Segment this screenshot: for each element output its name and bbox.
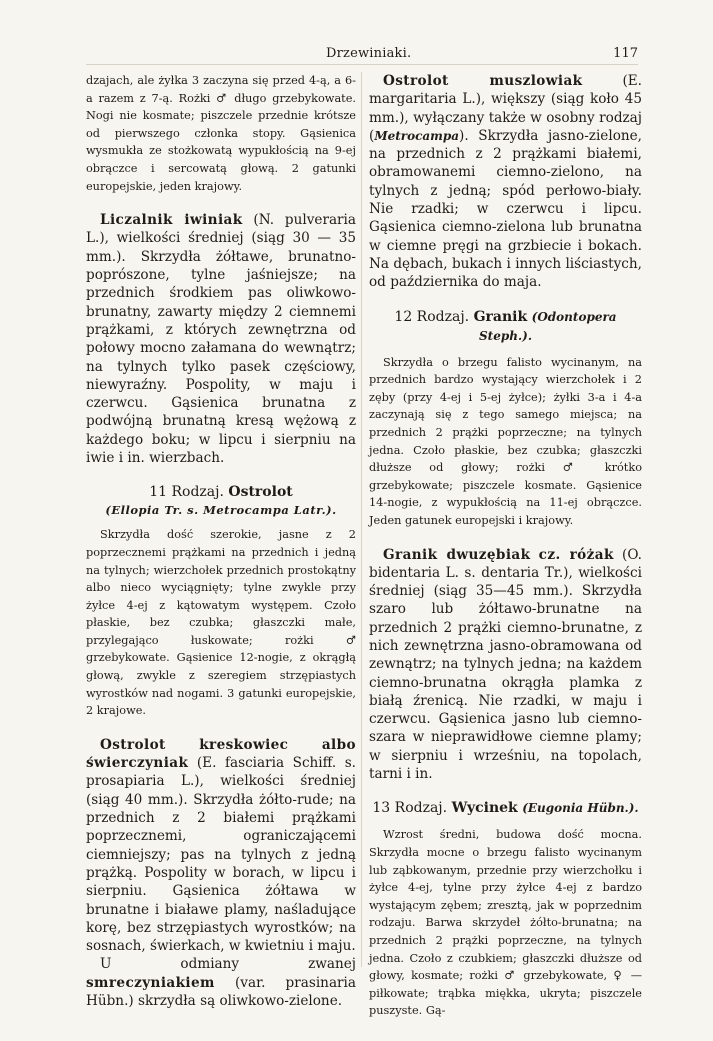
genus-synonyms: (Odontopera Steph.). [479, 309, 617, 343]
genus-heading-12 [369, 308, 642, 346]
variety-note [86, 955, 356, 1010]
page-header [86, 46, 638, 66]
variety-text-end: (var. prasinaria Hübn.) skrzydła są oliwkowo-zielone. [86, 974, 356, 1009]
column-divider [361, 72, 362, 967]
genus-description-13: Wzrost średni, budowa dość mocna. Skrzydła mocne o brzegu falisto wycinanym lub ząbkowanym, przednie przy wierzchołku i żyłce 4-ej, tylne przy żyłce 4-ej z bardzo wystającym zębem; zresztą, jak w poprzednim rodzaju. Barwa skrzydeł żółto-brunatna; na przednich 2 prążki poprzeczne, na tylnych jedna. Czoło z czubkiem; głaszczki dłuższe od głowy, kosmate; rożki ♂ grzebykowate, ♀ — piłkowate; trąbka miękka, ukryta; piszczele puszyste. Gą- [369, 828, 642, 1018]
genus-label: 11 Rodzaj. [149, 484, 224, 501]
genus-heading-13 [369, 799, 642, 818]
left-column [86, 72, 356, 1010]
species-entry-liczalnik [86, 211, 356, 467]
genus-label: 13 Rodzaj. [372, 800, 448, 817]
species-name: Liczalnik iwiniak [100, 212, 243, 229]
species-common-name: cz. różak [538, 546, 614, 563]
header-rule [86, 64, 638, 65]
genus-name: Wycinek [451, 800, 518, 817]
right-column [369, 72, 642, 1020]
species-description: (E. fasciaria Schiff. s. prosapiaria L.), wielkości średniej (siąg 40 mm.). Skrzydła żółto-rude; na przednich z 2 białemi prążkami poprzecznemi, ograniczającemi ciemniejszy; pas na tylnych z jedną prążką. Pospolity w borach, w lipcu i sierpniu. Gąsienica żółtawa w brunatne i białawe plamy, naśladujące korę, bez strzępiastych wyrostków; na sosnach, świerkach, w kwietniu i maju. [86, 755, 356, 955]
variety-name: smreczyniakiem [86, 974, 215, 991]
genus-label: 12 Rodzaj. [394, 308, 470, 325]
species-description: (N. pulveraria L.), wielkości średniej (siąg 30 — 35 mm.). Skrzydła żółtawe, brunatno-poprószone, tylne jaśniejsze; na przednich środkiem pas oliwkowo-brunatny, zawarty między 2 ciemnemi prążkami, z których zewnętrzna od połowy mocno załamana do wewnątrz; na tylnych tylko pasek częściowy, niewyraźny. Pospolity, w maju i czerwcu. Gąsienica brunatna z podwójną brunatną kresą wężową z każdego boku; w lipcu i sierpniu na iwie i in. wierzbach. [86, 212, 357, 467]
species-description: (E. margaritaria L.), większy (siąg koło 45 mm.), wyłączany także w osobny rodzaj ( [369, 73, 642, 144]
species-entry-dwuzebiak [369, 546, 642, 784]
species-entry-kreskowiec [86, 736, 356, 956]
page-number: 117 [613, 46, 638, 61]
genus-synonyms: (Ellopia Tr. s. Metrocampa Latr.). [105, 503, 337, 518]
species-name: Ostrolot muszlowiak [383, 73, 583, 89]
variety-text: U odmiany zwanej [100, 956, 356, 973]
genus-heading-11 [86, 483, 356, 502]
species-description: (O. bidentaria L. s. dentaria Tr.), wielkości średniej (siąg 35—45 mm.). Skrzydła szaro lub żółtawo-brunatne na przednich 2 prążki ciemno-brunatne, z nich zewnętrzna jasno-obramowana od zewnątrz; na tylnych jedna; na każdem ciemno-brunatna okrągła plamka z białą źrenicą. Nie rzadki, w maju i czerwcu. Gąsienica jasno lub ciemno-szara w nieprawidłowe ciemne plamy; w sierpniu i wrześniu, na topolach, tarni i in. [369, 546, 642, 783]
genus-description-11: Skrzydła dość szerokie, jasne z 2 poprzecznemi prążkami na przednich i jedną na tylnych; wierzchołek przednich prostokątny albo nieco wyciągnięty; tylne zwykle przy żyłce 4-ej z kątowatym występem. Czoło płaskie, bez czubka; głaszczki małe, przylegająco łuskowate; rożki ♂ grzebykowate. Gąsienice 12-nogie, z okrągłą głową, zwykle z szeregiem strzępiastych wyrostków nad nogami. 3 gatunki europejskie, 2 krajowe. [86, 528, 356, 718]
species-name: Granik dwuzębiak [383, 546, 531, 563]
continued-paragraph: dzajach, ale żyłka 3 zaczyna się przed 4-ą, a 6-a razem z 7-ą. Rożki ♂ długo grzebykowate. Nogi nie kosmate; piszczele przednie krótsze od pierwszego członka stopy. Gąsienica wysmukła ze stożkowatą wypukłością na 9-ej obrączce i sercowatą głową. 2 gatunki europejskie, jeden krajowy. [86, 74, 356, 193]
species-description-end: ). Skrzydła jasno-zielone, na przednich z 2 prążkami białemi, obramowanemi ciemno-zielono, na tylnych z jedną; spód perłowo-biały. Nie rzadki; w czerwcu i lipcu. Gąsienica ciemno-zielona lub brunatna w ciemne pręgi na grzbiecie i bokach. Na dębach, bukach i innych liściastych, od października do maja. [369, 127, 642, 291]
running-title: Drzewiniaki. [326, 46, 412, 61]
species-entry-muszlowiak [369, 72, 642, 292]
genus-synonyms: (Eugonia Hübn.). [522, 801, 639, 816]
genus-description-12: Skrzydła o brzegu falisto wycinanym, na przednich bardzo wystający wierzchołek i 2 zęby (przy 4-ej i 5-ej żyłce); żyłki 3-a i 4-a zaczynają się z tego samego miejsca; na przednich 2 prążki poprzeczne; na tylnych jedna. Czoło płaskie, bez czubka; głaszczki dłuższe od głowy; rożki ♂ krótko grzebykowate; piszczele kosmate. Gąsienice 14-nogie, z wypukłością na 11-ej obrączce. Jeden gatunek europejski i krajowy. [369, 355, 642, 527]
species-name: Ostrolot kreskowiec albo świerczyniak [86, 736, 356, 772]
genus-reference: Metrocampa [374, 128, 460, 143]
genus-name: Granik [473, 308, 528, 325]
genus-name: Ostrolot [228, 484, 293, 501]
